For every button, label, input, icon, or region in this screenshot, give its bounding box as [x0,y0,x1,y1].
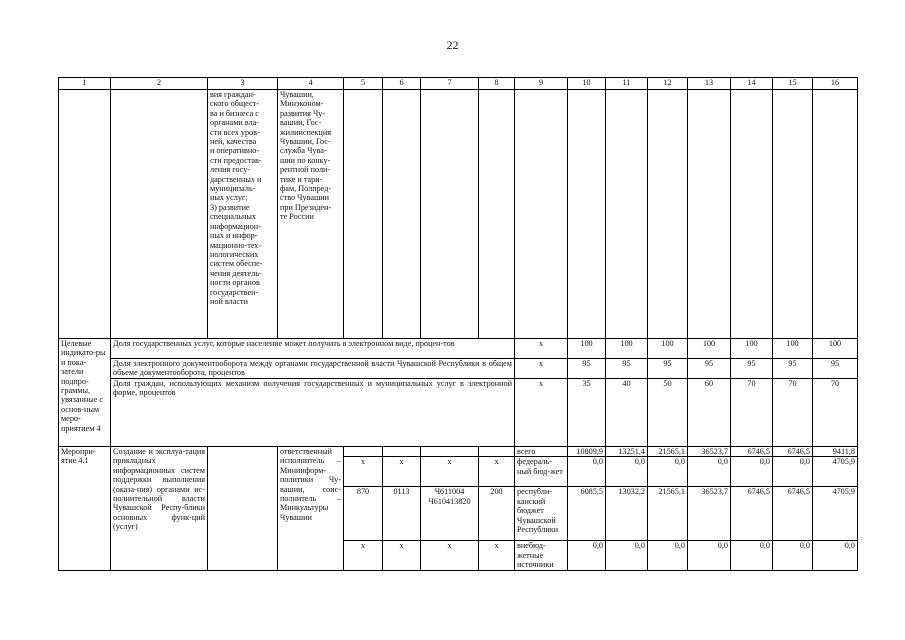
header-cell: 13 [688,78,731,90]
measure-cell: 6746,5 [731,447,773,457]
header-cell: 11 [606,78,648,90]
page-number: 22 [446,38,459,52]
measure-cell: 6746,5 [773,447,813,457]
measure-cell: 6746,5 [731,487,773,541]
header-cell: 8 [479,78,515,90]
header-cell: 1 [59,78,111,90]
measure-cell: 36523,7 [688,447,731,457]
measure-cell: x [479,541,515,571]
funding-source: внебюд-жетные источники [515,541,568,571]
header-cell: 2 [111,78,208,90]
funding-source: всего [515,447,568,457]
measure-cell: 21565,1 [648,487,688,541]
target-text: Доля граждан, использующих механизм получения государственных и муниципальных услуг в электронной форме, процентов [111,379,515,447]
measure-cell: x [421,541,479,571]
executors-text: Чувашии, Минэконом- развития Чу- вашии, Гос- жилинспекция Чувашии, Гос- служба Чува- шии по конку- рентной поли- тике и тари- фам, Полпред- ство Чувашии при Президен- те России [278,90,344,339]
header-cell: 6 [383,78,421,90]
measure-cell: x [383,457,421,487]
target-cell: 40 [606,379,648,447]
target-cell: 100 [813,339,858,359]
target-cell: x [515,339,568,359]
funding-source: федераль-ный бюд-жет [515,457,568,487]
target-row [59,359,858,379]
target-cell: 95 [606,359,648,379]
header-cell: 16 [813,78,858,90]
measure-cell: 0,0 [731,457,773,487]
target-cell: 95 [773,359,813,379]
funding-source: республи-канский бюджет Чувашской Республики [515,487,568,541]
measure-cell: 10809,9 [568,447,606,457]
target-text: Доля электронного документооборота между органами государственной власти Чувашской Республики в общем объеме документооборота, процентов [111,359,515,379]
goals-text: вия граждан- ского общест- ва и бизнеса с органами вла- сти всех уров- ней, качества и оперативно- сти предостав- ления госу- дарственных и муниципаль- ных услуг; 3) развитие специальных информацион- ных и инфор- мационно-тех- нологических систем обеспе- чения деятель- ности органов государствен- ной власти [208,90,278,339]
measure-cell [479,447,515,457]
measure-cell: 21565,1 [648,447,688,457]
measure-cell: 9411,8 [813,447,858,457]
target-cell: 50 [648,379,688,447]
measure-cell: 200 [479,487,515,541]
measure-cell: 6085,5 [568,487,606,541]
target-cell: 95 [813,359,858,379]
measure-cell: 0,0 [648,457,688,487]
measure-cell: 0,0 [568,541,606,571]
measure-cell: 36523,7 [688,487,731,541]
header-cell: 10 [568,78,606,90]
target-cell: 100 [731,339,773,359]
measure-cell: Ч611004 Ч610413820 [421,487,479,541]
header-cell: 15 [773,78,813,90]
target-cell: 60 [688,379,731,447]
measure-cell: 6746,5 [773,487,813,541]
measure-row [59,447,858,457]
targets-label: Целевые индикато-ры и пока-затели подпро-граммы, увязанные с основ-ным меро-приятием 4 [59,339,111,447]
target-cell: 100 [773,339,813,359]
measure-cell: 4705,9 [813,457,858,487]
target-cell: 95 [731,359,773,379]
target-cell: 100 [606,339,648,359]
target-cell: 70 [731,379,773,447]
measure-cell: 13251,4 [606,447,648,457]
measure-label: Меропри-ятие 4.1 [59,447,111,571]
measure-cell: 0,0 [648,541,688,571]
measure-cell: 0,0 [773,457,813,487]
measure-cell: x [383,541,421,571]
measure-cell [383,447,421,457]
target-cell: 100 [648,339,688,359]
measure-cell: 0,0 [773,541,813,571]
target-row [59,379,858,447]
measure-cell: 0113 [383,487,421,541]
header-cell: 14 [731,78,773,90]
target-cell: 100 [568,339,606,359]
target-cell: x [515,379,568,447]
header-cell: 7 [421,78,479,90]
measure-cell: 0,0 [688,541,731,571]
target-cell: 100 [688,339,731,359]
measure-cell: 0,0 [731,541,773,571]
measure-cell: 0,0 [606,457,648,487]
target-cell: 35 [568,379,606,447]
measure-cell: x [421,457,479,487]
measure-cell: x [479,457,515,487]
measure-cell: x [344,457,383,487]
target-cell: 95 [568,359,606,379]
measure-cell: 0,0 [606,541,648,571]
measure-cell [344,447,383,457]
measure-cell: 4705,9 [813,487,858,541]
measure-cell [421,447,479,457]
header-cell: 4 [278,78,344,90]
measure-cell: 0,0 [688,457,731,487]
measure-cell: 0,0 [813,541,858,571]
program-table [58,77,858,571]
measure-cell: x [344,541,383,571]
target-cell: 95 [688,359,731,379]
target-cell: 70 [773,379,813,447]
measure-cell: 0,0 [568,457,606,487]
measure-name: Создание и эксплуа-тация прикладных информационных систем поддержки выполнения (оказа-ния) органами ис-полнительной власти Чувашской Респу-блики основных функ-ций (услуг) [111,447,208,571]
measure-cell: 870 [344,487,383,541]
header-cell: 9 [515,78,568,90]
continuation-row [59,90,858,339]
measure-cell: 13032,2 [606,487,648,541]
target-cell: 70 [813,379,858,447]
target-text: Доля государственных услуг, которые население может получить в электронном виде, процен-тов [111,339,515,359]
target-cell: x [515,359,568,379]
header-row [59,78,858,90]
measure-responsible: ответственный исполнитель – Мининформ-политики Чу-вашии, соис-полнитель – Минкультуры Чувашии [278,447,344,571]
target-row [59,339,858,359]
target-cell: 95 [648,359,688,379]
header-cell: 5 [344,78,383,90]
header-cell: 3 [208,78,278,90]
header-cell: 12 [648,78,688,90]
